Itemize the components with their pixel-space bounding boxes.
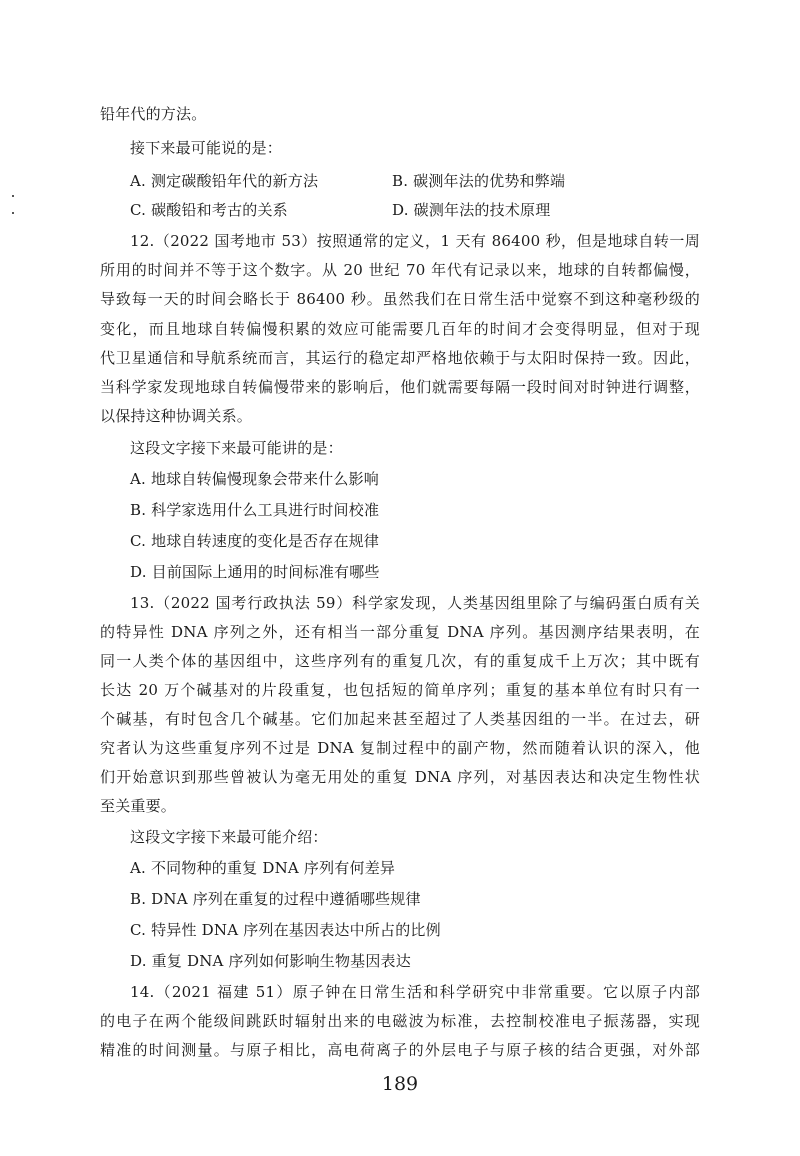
q13-option-d: D. 重复 DNA 序列如何影响生物基因表达 [130,952,411,970]
q13-passage-line: 个碱基，有时包含几个碱基。它们加起来甚至超过了人类基因组的一半。在过去，研 [100,710,700,728]
q12-passage-line: 变化，而且地球自转偏慢积累的效应可能需要几百年的时间才会变得明显，但对于现 [100,320,700,338]
q14-passage-line: 精准的时间测量。与原子相比，高电荷离子的外层电子与原子核的结合更强，对外部 [100,1041,700,1059]
q12-passage-line: 当科学家发现地球自转偏慢带来的影响后，他们就需要每隔一段时间对时钟进行调整， [100,378,700,396]
q12-passage-line: 导致每一天的时间会略长于 86400 秒。虽然我们在日常生活中觉察不到这种毫秒级的 [100,290,700,308]
q12-passage-line: 以保持这种协调关系。 [100,407,253,425]
q13-passage-line: 长达 20 万个碱基对的片段重复，也包括短的简单序列；重复的基本单位有时只有一 [100,681,700,699]
q11-option-b: B. 碳测年法的优势和弊端 [392,172,566,190]
previous-question-tail: 铅年代的方法。 [100,105,207,123]
q13-option-a: A. 不同物种的重复 DNA 序列有何差异 [130,859,396,877]
scan-speck [12,212,14,214]
q13-passage-line: 13.（2022 国考行政执法 59）科学家发现，人类基因组里除了与编码蛋白质有关 [130,594,700,612]
q13-passage-line: 们开始意识到那些曾被认为毫无用处的重复 DNA 序列，对基因表达和决定生物性状 [100,768,700,786]
q13-prompt: 这段文字接下来最可能介绍： [130,828,328,846]
q12-passage-line: 12.（2022 国考地市 53）按照通常的定义，1 天有 86400 秒，但是地球自转一周 [130,232,700,250]
q11-prompt: 接下来最可能说的是： [130,139,283,157]
q12-prompt: 这段文字接下来最可能讲的是： [130,439,343,457]
page-number: 189 [381,1073,419,1095]
q14-passage-line: 的电子在两个能级间跳跃时辐射出来的电磁波为标准，去控制校准电子振荡器，实现 [100,1012,700,1030]
q11-option-d: D. 碳测年法的技术原理 [392,201,551,219]
q13-passage-line: 究者认为这些重复序列不过是 DNA 复制过程中的副产物，然而随着认识的深入，他 [100,739,700,757]
q14-passage-line: 14.（2021 福建 51）原子钟在日常生活和科学研究中非常重要。它以原子内部 [130,983,700,1001]
q13-option-c: C. 特异性 DNA 序列在基因表达中所占的比例 [130,921,441,939]
q11-option-c: C. 碳酸铅和考古的关系 [130,201,288,219]
q13-option-b: B. DNA 序列在重复的过程中遵循哪些规律 [130,890,421,908]
q12-option-c: C. 地球自转速度的变化是否存在规律 [130,532,380,550]
q12-option-d: D. 目前国际上通用的时间标准有哪些 [130,563,380,581]
q12-option-a: A. 地球自转偏慢现象会带来什么影响 [130,470,379,488]
q12-passage-line: 代卫星通信和导航系统而言，其运行的稳定却严格地依赖于与太阳时保持一致。因此， [100,349,700,367]
q13-passage-line: 的特异性 DNA 序列之外，还有相当一部分重复 DNA 序列。基因测序结果表明，在 [100,623,700,641]
q12-passage-line: 所用的时间并不等于这个数字。从 20 世纪 70 年代有记录以来，地球的自转都偏慢， [100,261,700,279]
q13-passage-line: 同一人类个体的基因组中，这些序列有的重复几次，有的重复成千上万次；其中既有 [100,652,700,670]
q13-passage-line: 至关重要。 [100,797,177,815]
q12-option-b: B. 科学家选用什么工具进行时间校准 [130,501,380,519]
q11-option-a: A. 测定碳酸铅年代的新方法 [130,172,319,190]
scan-speck [12,195,14,197]
